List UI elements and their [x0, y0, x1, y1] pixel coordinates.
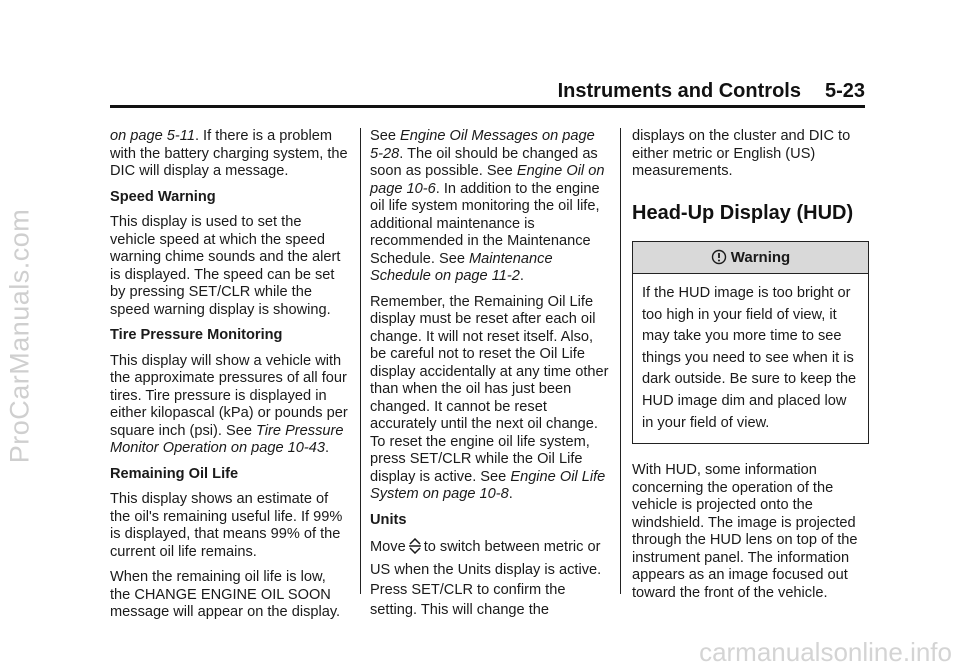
column-divider-1: [360, 128, 361, 594]
speed-warning-text: This display is used to set the vehicle speed at which the speed warning chime sounds and the alert is displayed. The speed can be set by pressing SET/CLR while the speed warning display is showing.: [110, 214, 341, 318]
column-divider-2: [620, 128, 621, 594]
hud-heading: Head-Up Display (HUD): [632, 201, 854, 224]
units-paragraph: Move to switch between metric or US when the Units display is active. Press SET/CLR to confirm the setting. This will change the: [370, 539, 602, 618]
bottom-watermark: carmanualsonline.info: [699, 637, 952, 667]
oil-life-text: This display shows an estimate of the oil's remaining useful life. If 99% is displayed, that means 99% of the current oil life remains.: [110, 491, 343, 560]
battery-paragraph: on page 5-11. If there is a problem with the battery charging system, the DIC will display a message.: [110, 128, 348, 179]
column-1: [110, 128, 350, 630]
warning-header: [633, 242, 868, 275]
warning-icon: [711, 249, 727, 265]
header-rule: [110, 105, 865, 108]
page-number: 5-23: [824, 80, 865, 102]
oil-low-text: When the remaining oil life is low, the CHANGE ENGINE OIL SOON message will appear on the display.: [110, 569, 341, 620]
oil-messages-link[interactable]: Engine Oil Messages on page 5-28: [370, 128, 595, 162]
hud-description: With HUD, some information concerning the operation of the vehicle is projected onto the windshield. The image is projected through the HUD lens on top of the instrument panel. The information appears as an image focused out toward the front of the vehicle.: [632, 462, 858, 601]
warning-label: Warning: [730, 248, 791, 266]
page-reference-link[interactable]: on page 5-11: [110, 128, 195, 144]
warning-text: If the HUD image is too bright or too high in your field of view, it may take you more time to see things you need to see when it is dark outside. Be sure to keep the HUD image dim and placed low in your field of view.: [642, 285, 857, 431]
reset-oil-paragraph: Remember, the Remaining Oil Life display must be reset after each oil change. It will not reset itself. Also, be careful not to reset the Oil Life display accidentally at any time other than when the oil has just been changed. It cannot be reset accurately until the next oil change. To reset the engine oil life system, press SET/CLR while the Oil Life display is active. See Engine Oil Life System on page 10-8.: [370, 293, 609, 502]
oil-life-heading: Remaining Oil Life: [110, 465, 239, 482]
units-heading: Units: [370, 511, 407, 528]
tire-monitor-link[interactable]: Tire Pressure Monitor Operation on page 10-43: [110, 422, 344, 456]
speed-warning-heading: Speed Warning: [110, 188, 216, 205]
tire-pressure-heading: Tire Pressure Monitoring: [110, 327, 283, 343]
oil-life-system-link[interactable]: Engine Oil Life System on page 10-8: [370, 468, 606, 502]
thumbwheel-up-down-icon: [408, 538, 422, 560]
side-watermark: [2, 0, 38, 672]
tire-pressure-paragraph: This display will show a vehicle with the approximate pressures of all four tires. Tire pressure is displayed in either kilopascal (kPa) or pounds per square inch (psi). See Tire Pressure Monitor Operation on page 10-43.: [110, 352, 348, 456]
maintenance-schedule-link[interactable]: Maintenance Schedule on page 11-2: [370, 250, 553, 284]
section-title: Instruments and Controls: [557, 80, 801, 102]
measurements-paragraph: displays on the cluster and DIC to either metric or English (US) measurements.: [632, 128, 851, 179]
side-watermark-text: ProCarManuals.com: [4, 208, 35, 464]
warning-box: [632, 241, 869, 445]
column-2: [370, 128, 610, 628]
column-3: [632, 128, 869, 610]
engine-oil-link[interactable]: Engine Oil on page 10-6: [370, 163, 605, 197]
page-header: [110, 80, 865, 103]
oil-messages-paragraph: See Engine Oil Messages on page 5-28. The oil should be changed as soon as possible. See Engine Oil on page 10-6. In addition to the engine oil life system monitoring the oil life, additional maintenance is recommended in the Maintenance Schedule. See Maintenance Schedule on page 11-2.: [370, 128, 605, 284]
